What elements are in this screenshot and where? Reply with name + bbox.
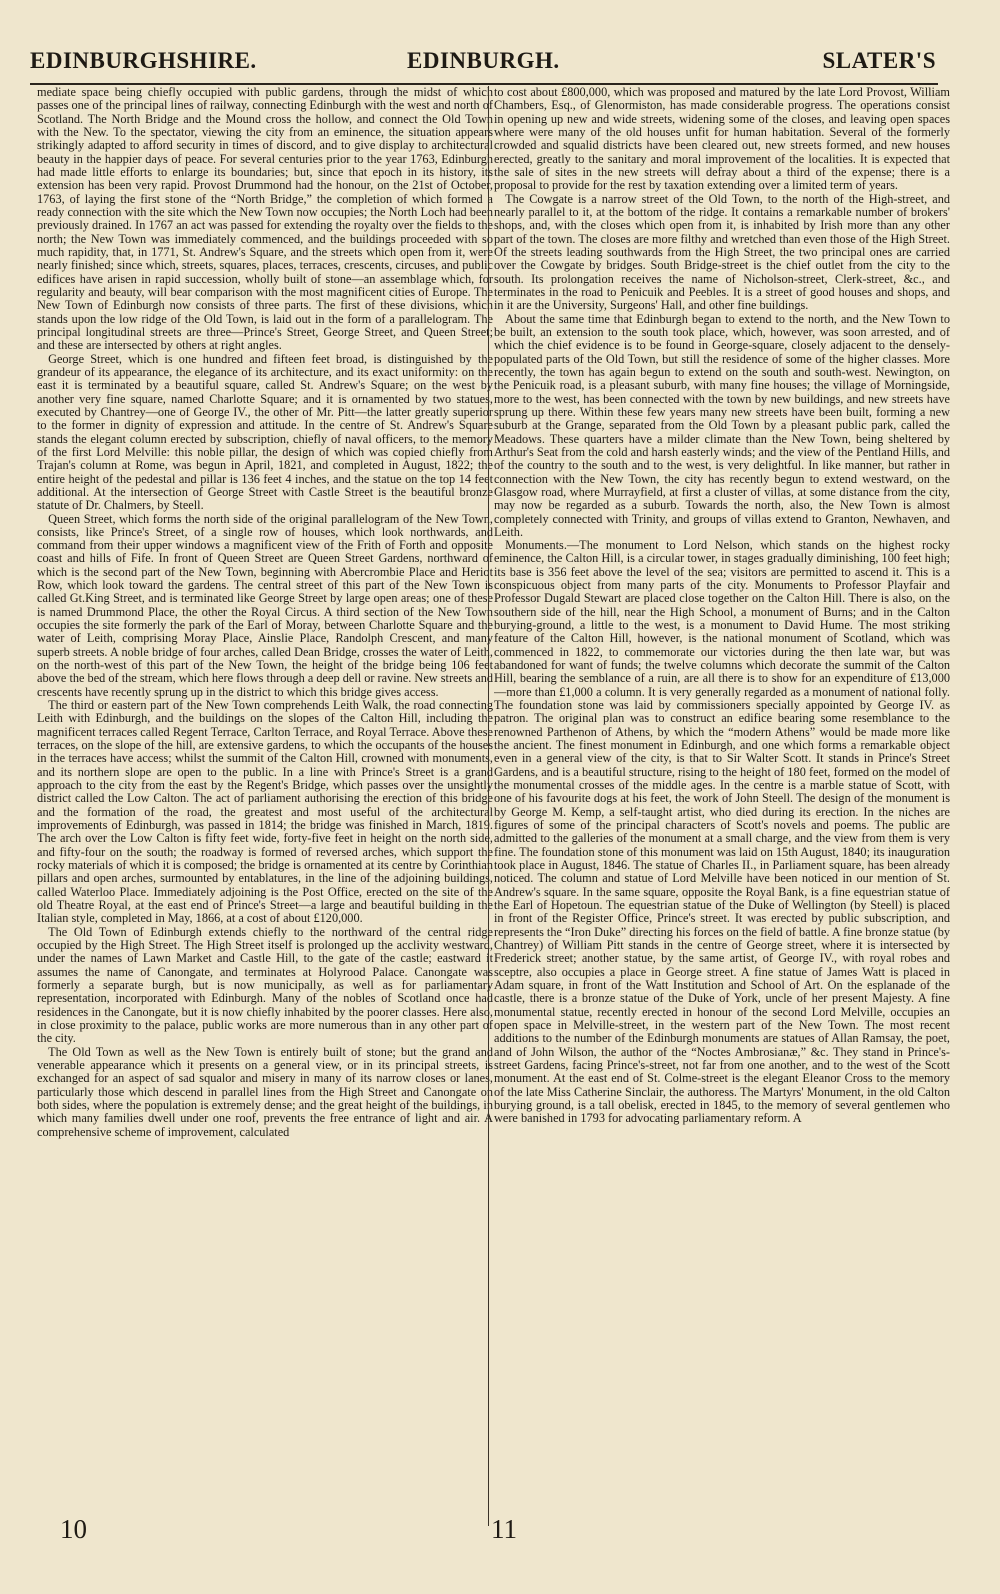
- right-paragraph-3: About the same time that Edinburgh began to extend to the north, and the New Town to be built, an extension to the south took place, which, however, was soon arrested, and of which the chief evidence is to be found in George-square, closely adjacent to the densely-populated parts of the Old Town, but still the residence of some of the higher classes. More recently, the town has again begun to extend on the south and south-west. Newington, on the Penicuik road, is a pleasant suburb, with many fine houses; the village of Morningside, more to the west, has been connected with the town by new buildings, and new streets have sprung up there. Within these few years many new streets have been built, forming a new suburb at the Grange, separated from the Old Town by a pleasant public park, called the Meadows. These quarters have a milder climate than the New Town, being sheltered by Arthur's Seat from the cold and harsh easterly winds; and the view of the Pentland Hills, and of the country to the south and to the west, is very delightful. In like manner, but rather in connection with the New Town, the city has recently begun to extend westward, on the Glasgow road, where Murrayfield, at first a cluster of villas, at some distance from the city, may now be regarded as a suburb. Towards the north, also, the New Town is almost completely connected with Trinity, and groups of villas extend to Granton, Newhaven, and Leith.: [494, 311, 950, 539]
- left-paragraph-4: The third or eastern part of the New Town comprehends Leith Walk, the road connecting Leith with Edinburgh, and the buildings on the slopes of the Calton Hill, including the magnificent terraces called Regent Terrace, Carlton Terrace, and Royal Terrace. Above these terraces, on the slope of the hill, are extensive gardens, to which the occupants of the houses in the terraces have access; whilst the summit of the Calton Hill, crowned with monuments, and its northern slope are open to the public. In a line with Prince's Street is a grand approach to the city from the east by the Regent's Bridge, which passes over the unsightly district called the Low Calton. The act of parliament authorising the erection of this bridge and the formation of the road, the greatest and most useful of the architectural improvements of Edinburgh, was passed in 1814; the bridge was finished in March, 1819. The arch over the Low Calton is fifty feet wide, forty-five feet in height on the north side, and fifty-four on the south; the roadway is formed of reversed arches, which support the rocky materials of which it is composed; the bridge is ornamented at its centre by Corinthian pillars and open arches, surmounted by entablatures, in the line of the adjoining buildings, called Waterloo Place. Immediately adjoining is the Post Office, erected on the site of the old Theatre Royal, at the east end of Prince's Street—a large and beautiful building in the Italian style, completed in May, 1866, at a cost of about £120,000.: [37, 698, 493, 926]
- page-number-left: 10: [60, 1514, 87, 1544]
- running-header-town: EDINBURGH.: [407, 48, 560, 73]
- page-number-center: 11: [491, 1514, 517, 1544]
- left-paragraph-6: The Old Town as well as the New Town is entirely built of stone; but the grand and venerable appearance which it presents on a general view, or in its principal streets, is exchanged for an aspect of sad squalor and misery in many of its narrow closes or lanes, particularly those which descend in parallel lines from the High Street and Canongate on both sides, where the population is extremely dense; and the great height of the buildings, in which many families dwell under one roof, prevents the free entrance of light and air. A comprehensive scheme of improvement, calculated: [37, 1044, 493, 1139]
- left-paragraph-1: mediate space being chiefly occupied with public gardens, through the midst of which passes one of the principal lines of railway, connecting Edinburgh with the west and north of Scotland. The North Bridge and the Mound cross the hollow, and connect the Old Town with the New. To the spectator, viewing the city from an eminence, the situation appears strikingly adapted to afford security in times of discord, and to give display to architectural beauty in the happier days of peace. For several centuries prior to the year 1763, Edinburgh had made little efforts to enlarge its boundaries; but, since that epoch in its history, its extension has been very rapid. Provost Drummond had the honour, on the 21st of October, 1763, of laying the first stone of the “North Bridge,” the completion of which formed a ready connection with the site which the New Town now occupies; the North Loch had been previously drained. In 1767 an act was passed for extending the royalty over the fields to the north; the New Town was immediately commenced, and the buildings proceeded with so much rapidity, that, in 1771, St. Andrew's Square, and the streets which open from it, were nearly finished; since which, streets, squares, places, terraces, crescents, circuses, and public edifices have arisen in rapid succession, wholly built of stone—an assemblage which, for regularity and beauty, will bear comparison with the most magnificent cities of Europe. The New Town of Edinburgh now consists of three parts. The first of these divisions, which stands upon the low ridge of the Old Town, is laid out in the form of a parallelogram. The principal longitudinal streets are three—Prince's Street, George Street, and Queen Street; and these are intersected by others at right angles.: [37, 86, 493, 353]
- header-rule: [30, 83, 938, 85]
- running-header-publisher: SLATER'S: [822, 48, 936, 73]
- right-paragraph-4: Monuments.—The monument to Lord Nelson, which stands on the highest rocky eminence, the Calton Hill, is a circular tower, in stages gradually diminishing, 100 feet high; its base is 356 feet above the level of the sea; visitors are permitted to ascend it. This is a conspicuous object from many parts of the city. Monuments to Professor Playfair and Professor Dugald Stewart are placed close together on the Calton Hill. There is also, on the southern side of the hill, near the High School, a monument of Burns; and in the Calton burying-ground, a little to the west, is a monument to David Hume. The most striking feature of the Calton Hill, however, is the national monument of Scotland, which was commenced in 1822, to commemorate our victories during the then late war, but was abandoned for want of funds; the twelve columns which decorate the summit of the Calton Hill, bearing the semblance of a ruin, are all there is to show for an expenditure of £13,000—more than £1,000 a column. It is very generally regarded as a monument of national folly. The foundation stone was laid by commissioners specially appointed by George IV. as patron. The original plan was to construct an edifice bearing some resemblance to the renowned Parthenon of Athens, by which the “modern Athens” would be made more like the ancient. The finest monument in Edinburgh, and one which forms a remarkable object even in a general view of the city, is that to Sir Walter Scott. It stands in Prince's Street Gardens, and is a beautiful structure, rising to the height of 180 feet, formed on the model of the monumental crosses of the middle ages. In the centre is a marble statue of Scott, with one of his favourite dogs at his feet, the work of John Steell. The design of the monument is by George M. Kemp, a self-taught artist, who died during its erection. In the niches are figures of some of the principal characters of Scott's novels and poems. The public are admitted to the galleries of the monument at a small charge, and the view from them is very fine. The foundation stone of this monument was laid on 15th August, 1840; its inauguration took place in August, 1846. The statue of Charles II., in Parliament square, has been already noticed. The column and statue of Lord Melville have been noticed in our mention of St. Andrew's square. In the same square, opposite the Royal Bank, is a fine equestrian statue of the Earl of Hopetoun. The equestrian statue of the Duke of Wellington (by Steell) is placed in front of the Register Office, Prince's street. It was erected by public subscription, and represents the “Iron Duke” directing his forces on the field of battle. A fine bronze statue (by Chantrey) of William Pitt stands in the centre of George street, where it is intersected by Frederick street; another statue, by the same artist, of George IV., with royal robes and sceptre, also occupies a place in George street. A fine statue of James Watt is placed in Adam square, in front of the Watt Institution and School of Art. On the esplanade of the castle, there is a bronze statue of the Duke of York, uncle of her present Majesty. A fine monumental statue, recently erected in honour of the second Lord Melville, occupies an open space in Melville-street, in the western part of the New Town. The most recent additions to the number of the Edinburgh monuments are statues of Allan Ramsay, the poet, and of John Wilson, the author of the “Noctes Ambrosianæ,” &c. They stand in Prince's-street Gardens, facing Prince's-street, not far from one another, and to the west of the Scott monument. At the east end of St. Colme-street is the elegant Eleanor Cross to the memory of the late Miss Catherine Sinclair, the authoress. The Martyrs' Monument, in the old Calton burying ground, is a tall obelisk, erected in 1845, to the memory of several gentlemen who were banished in 1793 for advocating parliamentary reform. A: [494, 538, 950, 1126]
- left-paragraph-5: The Old Town of Edinburgh extends chiefly to the northward of the central ridge occupied by the High Street. The High Street itself is prolonged up the acclivity westward, under the names of Lawn Market and Castle Hill, to the gate of the castle; eastward it assumes the name of Canongate, and terminates at Holyrood Palace. Canongate was formerly a separate burgh, but is now municipally, as well as for parliamentary representation, incorporated with Edinburgh. Many of the nobles of Scotland once had residences in the Canongate, but it is now chiefly inhabited by the poorer classes. Here also, in close proximity to the palace, public works are more numerous than in any other part of the city.: [37, 924, 493, 1046]
- left-column: [37, 86, 493, 1526]
- right-paragraph-1: to cost about £800,000, which was proposed and matured by the late Lord Provost, William Chambers, Esq., of Glenormiston, has made considerable progress. The operations consist in opening up new and wide streets, widening some of the closes, and leaving open spaces where were many of the old houses unfit for human habitation. Several of the formerly crowded and squalid districts have been cleared out, new streets formed, and new houses erected, greatly to the sanitary and moral improvement of the localities. It is expected that the sale of sites in the new streets will defray about a third of the expense; there is a proposal to provide for the rest by taxation extending over a limited term of years.: [494, 86, 950, 193]
- right-paragraph-2: The Cowgate is a narrow street of the Old Town, to the north of the High-street, and nearly parallel to it, at the bottom of the ridge. It contains a remarkable number of brokers' shops, and, with the closes which open from it, is inhabited by Irish more than any other part of the town. The closes are more filthy and wretched than even those of the High Street. Of the streets leading southwards from the High Street, the two principal ones are carried over the Cowgate by bridges. South Bridge-street is the chief outlet from the city to the south. Its prolongation receives the name of Nicholson-street, Clerk-street, &c., and terminates in the road to Penicuik and Peebles. It is a street of good houses and shops, and in it are the University, Surgeons' Hall, and other fine buildings.: [494, 191, 950, 313]
- right-column: [494, 86, 950, 1526]
- running-header-county: EDINBURGHSHIRE.: [30, 48, 257, 73]
- left-paragraph-3: Queen Street, which forms the north side of the original parallelogram of the New Town, consists, like Prince's Street, of a single row of houses, which look northwards, and command from their upper windows a magnificent view of the Frith of Forth and opposite coast and hills of Fife. In front of Queen Street are Queen Street Gardens, northward of which is the second part of the New Town, beginning with Abercrombie Place and Heriot Row, which look toward the gardens. The central street of this part of the New Town is called Gt.King Street, and is terminated like George Street by large open areas; one of these is named Drummond Place, the other the Royal Circus. A third section of the New Town occupies the site formerly the park of the Earl of Moray, between Charlotte Square and the water of Leith, comprising Moray Place, Ainslie Place, Randolph Crescent, and many superb streets. A noble bridge of four arches, called Dean Bridge, crosses the water of Leith, on the north-west of this part of the New Town, the height of the bridge being 106 feet above the bed of the stream, which here flows through a deep dell or ravine. New streets and crescents have recently sprung up in the district to which this bridge gives access.: [37, 511, 493, 699]
- column-divider: [488, 86, 489, 1526]
- left-paragraph-2: George Street, which is one hundred and fifteen feet broad, is distinguished by the grandeur of its appearance, the elegance of its architecture, and its exact uniformity: on the east it is terminated by a beautiful square, called St. Andrew's Square; on the west by another very fine square, named Charlotte Square; and it is ornamented by two statues, executed by Chantrey—one of George IV., the other of Mr. Pitt—the latter greatly superior to the former in dignity of expression and attitude. In the centre of St. Andrew's Square stands the elegant column erected by subscription, chiefly of naval officers, to the memory of the first Lord Melville: this noble pillar, the design of which was copied chiefly from Trajan's column at Rome, was begun in April, 1821, and completed in August, 1822; the entire height of the pedestal and pillar is 136 feet 4 inches, and the statue on the top 14 feet additional. At the intersection of George Street with Castle Street is the beautiful bronze statute of Dr. Chalmers, by Steell.: [37, 351, 493, 513]
